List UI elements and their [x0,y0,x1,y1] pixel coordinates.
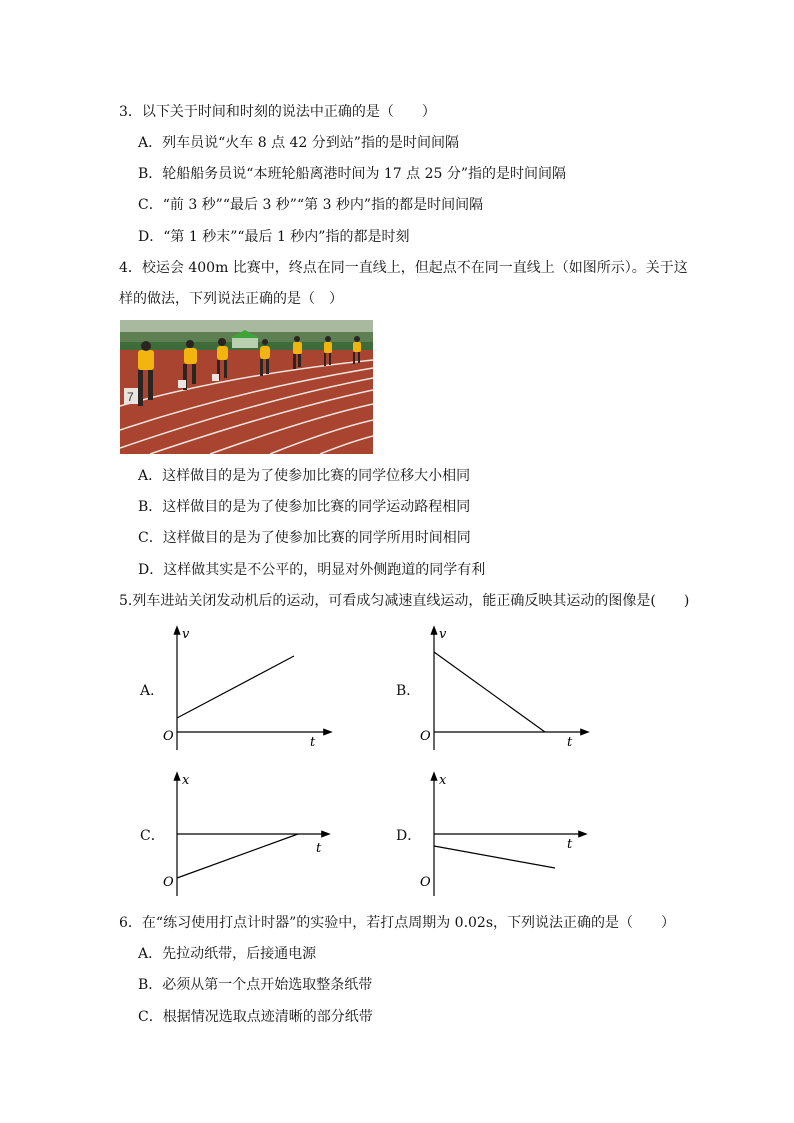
graph-b-origin: O [420,729,431,744]
graph-a-line [177,656,294,718]
graph-d-x-label: t [567,837,573,852]
graph-a [160,622,340,758]
graph-c-label: C． [140,828,165,844]
q4-option-c: C．这样做目的是为了使参加比赛的同学所用时间相同 [138,530,471,546]
q6-option-a: A．先拉动纸带，后接通电源 [138,946,317,962]
graph-d-line [434,846,555,868]
graph-a-label: A． [140,683,165,699]
lane-number-label: 7 [127,390,134,404]
q4-option-d: D．这样做其实是不公平的，明显对外侧跑道的同学有利 [138,562,486,578]
graph-c-x-label: t [316,841,322,856]
graph-b-x-label: t [567,735,573,750]
graph-a-origin: O [163,729,174,744]
graph-d-label: D． [396,828,422,844]
graph-b-y-label: v [439,627,447,642]
q3-option-b: B．轮船船务员说“本班轮船离港时间为 17 点 25 分”指的是时间间隔 [138,166,567,182]
q5-stem: 5.列车进站关闭发动机后的运动，可看成匀减速直线运动，能正确反映其运动的图像是( ) [119,593,690,609]
running-track-photo [120,320,373,454]
graph-b-label: B． [396,683,421,699]
graph-b [417,622,597,758]
graph-b-line [434,652,545,732]
q4-stem-line2: 样的做法，下列说法正确的是（ ） [119,291,343,307]
q4-option-b: B．这样做目的是为了使参加比赛的同学运动路程相同 [138,499,471,515]
graph-a-y-label: v [182,627,190,642]
q3-stem: 3．以下关于时间和时刻的说法中正确的是（ ） [119,104,436,120]
graph-c-origin: O [163,875,174,890]
graph-d-y-label: x [439,773,447,788]
graph-d [417,768,597,902]
q4-stem-line1: 4．校运会 400m 比赛中，终点在同一直线上，但起点不在同一直线上（如图所示）。关于这 [119,260,688,276]
graph-c-y-label: x [182,773,190,788]
q3-option-a: A．列车员说“火车 8 点 42 分到站”指的是时间间隔 [138,135,459,151]
q6-option-b: B．必须从第一个点开始选取整条纸带 [138,977,373,993]
q4-option-a: A．这样做目的是为了使参加比赛的同学位移大小相同 [138,468,471,484]
graph-c [160,768,340,902]
q3-option-d: D．“第 1 秒末”“最后 1 秒内”指的都是时刻 [138,229,410,245]
graph-d-origin: O [420,875,431,890]
q6-option-c: C．根据情况选取点迹清晰的部分纸带 [138,1009,373,1025]
graph-c-line [177,834,298,878]
graph-a-x-label: t [310,735,316,750]
q6-stem: 6．在“练习使用打点计时器”的实验中，若打点周期为 0.02s，下列说法正确的是（ ） [119,915,676,931]
q3-option-c: C．“前 3 秒”“最后 3 秒”“第 3 秒内”指的都是时间间隔 [138,197,484,213]
